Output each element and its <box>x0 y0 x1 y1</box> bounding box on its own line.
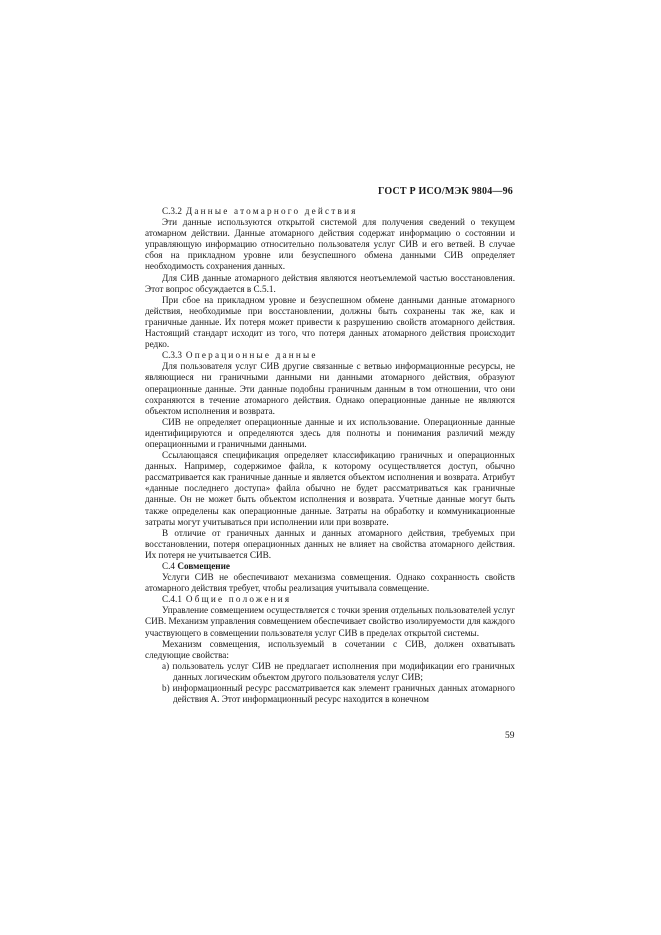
subsection-heading-c33 <box>162 350 515 361</box>
section-number: C.3.2 <box>162 206 182 216</box>
subsection-heading-c41 <box>162 594 515 605</box>
paragraph: Управление совмещением осуществляется с точки зрения отдельных пользователей услуг СИВ. Механизм управления совмещением обеспечивает свойство изолируемости для каждого участвующего в совмещении пользователя услуг СИВ в пределах открытой системы. <box>145 605 515 638</box>
paragraph: Ссылающаяся спецификация определяет классификацию граничных и операционных данных. Например, содержимое файла, к которому осуществляется доступ, обычно рассматривается как граничные данные и является объектом исполнения и возврата. Атрибут «данные последнего доступа» файла обычно не будет рассматриваться как граничные данные. Он не может быть объектом исполнения и возврата. Учетные данные могут быть также определены как операционные данные. Затраты на обработку и коммуникационные затраты могут учитываться при исполнении или при возврате. <box>145 450 515 527</box>
paragraph: Механизм совмещения, используемый в сочетании с СИВ, должен охватывать следующие свойства: <box>145 638 515 660</box>
paragraph: Для пользователя услуг СИВ другие связанные с ветвью информационные ресурсы, не являющиеся ни граничными данными ни данными атомарного действия, образуют операционные данные. Эти данные подобны граничным данным в том отношении, что они сохраняются в течение атомарного действия. Однако операционные данные не являются объектом исполнения и возврата. <box>145 361 515 416</box>
paragraph: При сбое на прикладном уровне и безуспешном обмене данными данные атомарного действия, необходимые при восстановлении, должны быть сохранены так же, как и граничные данные. Их потеря может привести к разрушению свойств атомарного действия. Настоящий стандарт исходит из того, что потеря данных атомарного действия происходит редко. <box>145 294 515 350</box>
subsection-heading-c32 <box>162 206 515 217</box>
paragraph: В отличие от граничных данных и данных атомарного действия, требуемых при восстановлении, потеря операционных данных не влияет на свойства атомарного действия. Их потеря не учитывается СИВ. <box>145 527 515 560</box>
section-title: Совмещение <box>177 561 230 571</box>
section-title: Данные атомарного действия <box>185 206 358 216</box>
list-item: b) информационный ресурс рассматривается как элемент граничных данных атомарного действия A. Этот информационный ресурс находится в конечном <box>162 683 515 705</box>
document-header: ГОСТ Р ИСО/МЭК 9804—96 <box>378 186 513 197</box>
section-number: C.4 <box>162 561 176 571</box>
list-item: a) пользователь услуг СИВ не предлагает исполнения при модификации его граничных данных логическим объектом другого пользователя услуг СИВ; <box>162 660 515 682</box>
section-number: C.3.3 <box>162 350 182 361</box>
paragraph: СИВ не определяет операционные данные и их использование. Операционные данные идентифицируются и определяются здесь для полноты и понимания различий между операционными и граничными данными. <box>145 416 515 449</box>
section-title: Операционные данные <box>185 350 318 361</box>
paragraph: Для СИВ данные атомарного действия являются неотъемлемой частью восстановления. Этот вопрос обсуждается в C.5.1. <box>145 272 515 294</box>
page-number: 59 <box>505 731 515 741</box>
section-heading-c4 <box>162 561 515 572</box>
section-title: Общие положения <box>185 594 292 605</box>
document-body <box>145 206 515 705</box>
section-number: C.4.1 <box>162 594 182 605</box>
paragraph: Услуги СИВ не обеспечивают механизма совмещения. Однако сохранность свойств атомарного действия требует, чтобы реализация учитывала совмещение. <box>145 572 515 594</box>
paragraph: Эти данные используются открытой системой для получения сведений о текущем атомарном действии. Данные атомарного действия содержат информацию о состоянии и управляющую информацию относительно пользователя услуг СИВ и его ветвей. В случае сбоя на прикладном уровне или безуспешного обмена данными СИВ определяет необходимость сохранения данных. <box>145 217 515 272</box>
